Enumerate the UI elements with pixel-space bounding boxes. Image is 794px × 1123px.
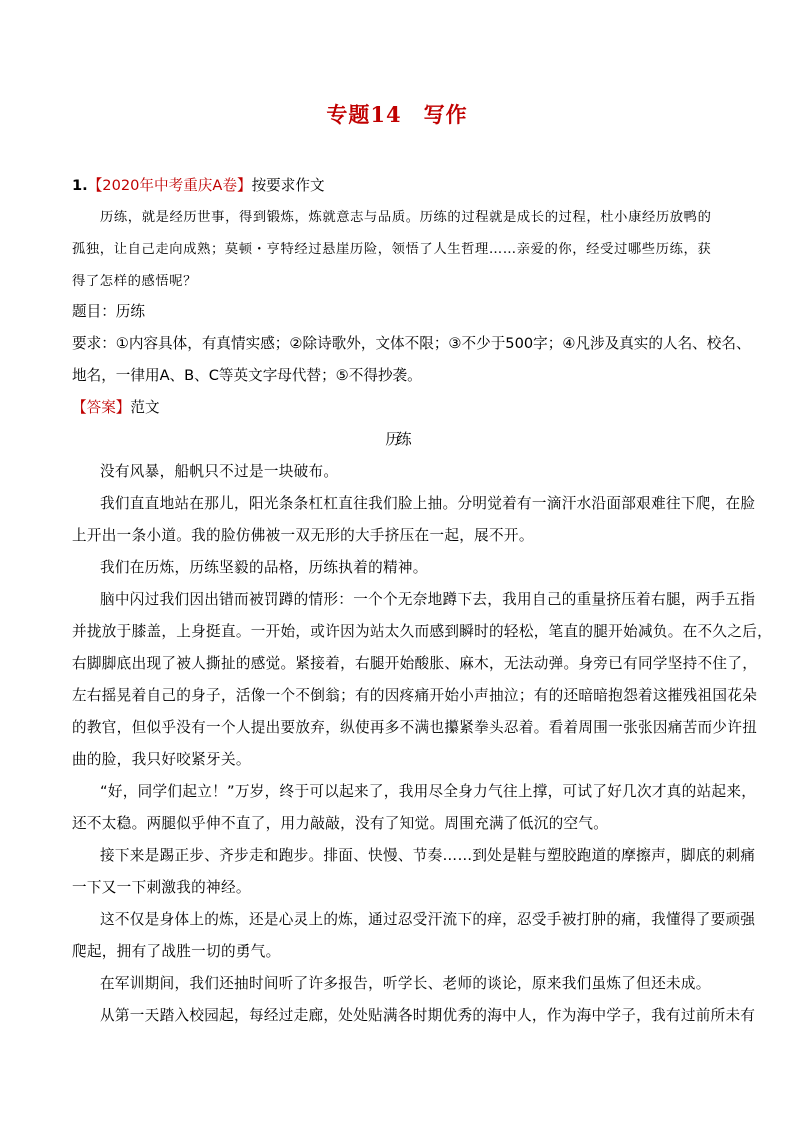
essay-line: 一下又一下刺激我的神经。 [72, 879, 251, 896]
essay-line: 我们直直地站在那儿，阳光条条杠杠直往我们脸上抽。分明觉着有一滴汗水沿面部艰难往下爬，在脸 [100, 495, 756, 512]
essay-title: 历练 [385, 431, 409, 448]
title-sub: 写作 [423, 102, 468, 127]
essay-line: 上开出一条小道。我的脸仿佛被一双无形的大手挤压在一起，展不开。 [72, 527, 534, 544]
answer-tag: 【答案】 [72, 399, 131, 416]
essay-line: 这不仅是身体上的炼，还是心灵上的炼，通过忍受汗流下的痒，忍受手被打肿的痛，我懂得了要顽强 [100, 911, 756, 928]
essay-line: 左右摇晃着自己的身子，活像一个不倒翁；有的因疼痛开始小声抽泣；有的还暗暗抱怨着这摧残祖国花朵 [72, 687, 758, 704]
question-number: 1. [72, 177, 88, 194]
essay-line: 还不太稳。两腿似乎伸不直了，用力敲敲，没有了知觉。周围充满了低沉的空气。 [72, 815, 609, 832]
prompt-line: 得了怎样的感悟呢？ [72, 274, 198, 289]
question-header [72, 176, 325, 196]
essay-line: “好，同学们起立！”万岁，终于可以起来了，我用尽全身力气往上撑，可试了好几次才真的站起来， [100, 783, 757, 800]
requirement-line: 地名，一律用A、B、C等英文字母代替；⑤不得抄袭。 [72, 367, 422, 384]
topic-line: 题目：历练 [72, 303, 145, 320]
title-main: 专题14 [326, 102, 402, 127]
essay-line: 接下来是踢正步、齐步走和跑步。排面、快慢、节奏……到处是鞋与塑胶跑道的摩擦声，脚底的刺痛 [100, 847, 756, 864]
prompt-line: 历练，就是经历世事，得到锻炼，炼就意志与品质。历练的过程就是成长的过程，杜小康经历放鸭的 [100, 210, 712, 225]
essay-line: 的教官，但似乎没有一个人提出要放弃，纵使再多不满也攥紧拳头忍着。看着周围一张张因痛苦而少许扭 [72, 719, 758, 736]
essay-line: 右脚脚底出现了被人撕扯的感觉。紧接着，右腿开始酸胀、麻木，无法动弹。身旁已有同学坚持不住了， [72, 655, 758, 672]
requirement-line: 要求：①内容具体，有真情实感；②除诗歌外，文体不限；③不少于500字；④凡涉及真实的人名、校名、 [72, 335, 751, 352]
question-source: 【2020年中考重庆A卷】 [87, 177, 252, 194]
answer-header [72, 398, 160, 418]
essay-line: 在军训期间，我们还抽时间听了许多报告，听学长、老师的谈论，原来我们虽炼了但还未成。 [100, 975, 711, 992]
essay-line: 我们在历炼，历练坚毅的品格，历练执着的精神。 [100, 559, 428, 576]
question-instruction: 按要求作文 [251, 177, 325, 194]
essay-line: 曲的脸，我只好咬紧牙关。 [72, 751, 251, 768]
prompt-line: 孤独，让自己走向成熟；莫顿・亨特经过悬崖历险，领悟了人生哲理……亲爱的你，经受过哪些历练，获 [72, 242, 712, 257]
essay-line: 并拢放于膝盖，上身挺直。一开始，或许因为站太久而感到瞬时的轻松，笔直的腿开始减负。在不久之后， [72, 623, 773, 640]
essay-line: 脑中闪过我们因出错而被罚蹲的情形：一个个无奈地蹲下去，我用自己的重量挤压着右腿，两手五指 [100, 591, 756, 608]
essay-line: 爬起，拥有了战胜一切的勇气。 [72, 943, 281, 960]
page-title [0, 99, 794, 129]
essay-line: 没有风暴，船帆只不过是一块破布。 [100, 463, 339, 480]
essay-line: 从第一天踏入校园起，每经过走廊，处处贴满各时期优秀的海中人，作为海中学子，我有过前所未有 [100, 1007, 756, 1024]
answer-label: 范文 [130, 399, 160, 416]
